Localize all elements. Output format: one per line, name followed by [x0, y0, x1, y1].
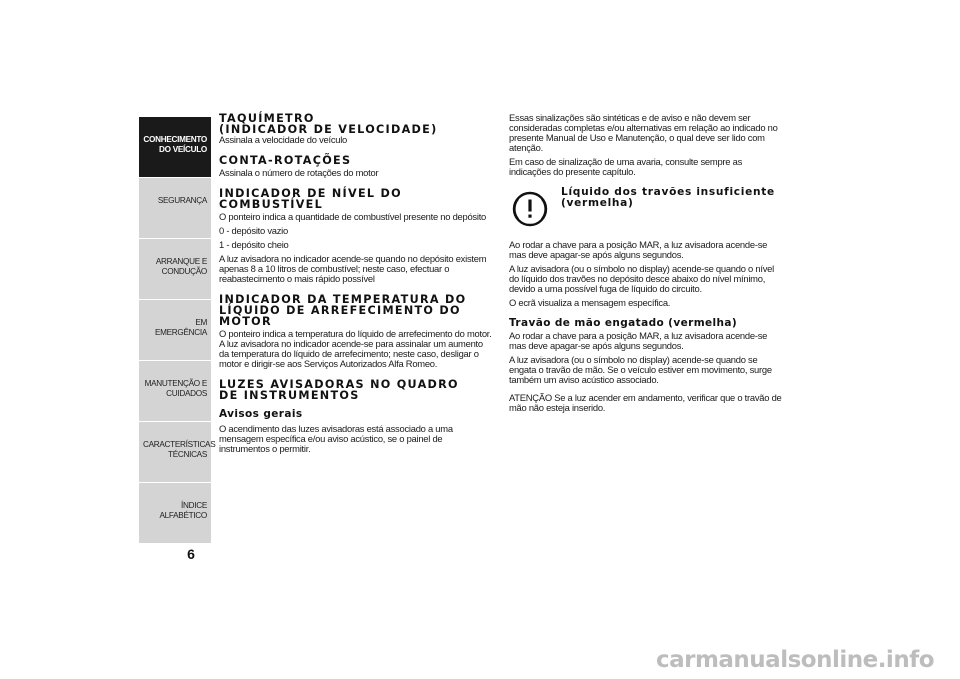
- tab-label: CONHECIMENTO DO VEÍCULO: [143, 135, 207, 154]
- fuel-full-text: 1 - depósito cheio: [219, 239, 289, 250]
- tachometer-text: Assinala a velocidade do veículo: [219, 134, 348, 145]
- brake-fluid-text-2: A luz avisadora (ou o símbolo no display) acende-se quando o nível do líquido dos travões no depósito desce abaixo do nível mínimo, devido a uma possível fuga de líquido do circuito.: [509, 263, 774, 294]
- tachometer-title-line1: TAQUÍMETRO: [219, 112, 315, 125]
- handbrake-title: Travão de mão engatado (vermelha): [509, 317, 738, 329]
- tab-label: CARACTERÍSTICAS TÉCNICAS: [143, 440, 216, 459]
- general-warnings-title: Avisos gerais: [219, 408, 303, 420]
- rev-counter-title: CONTA-ROTAÇÕES: [219, 154, 352, 167]
- tachometer-title-line2: (INDICADOR DE VELOCIDADE): [219, 123, 438, 136]
- watermark: carmanualsonline.info: [655, 647, 934, 673]
- brake-fluid-text-3: O ecrã visualiza a mensagem específica.: [509, 297, 671, 308]
- page-number: 6: [187, 546, 195, 562]
- fuel-gauge-title: INDICADOR DE NÍVEL DO COMBUSTÍVEL: [219, 187, 402, 211]
- fault-text: Em caso de sinalização de uma avaria, consulte sempre as indicações do presente capítulo.: [509, 156, 743, 177]
- tab-label: SEGURANÇA: [157, 196, 207, 205]
- tab-arranque-e-conducao[interactable]: [139, 239, 211, 300]
- warning-lights-title: [219, 379, 494, 401]
- tab-label: ÍNDICE ALFABÉTICO: [159, 501, 207, 520]
- tab-indice-alfabetico[interactable]: [139, 483, 211, 544]
- fuel-gauge-text: O ponteiro indica a quantidade de combustível presente no depósito: [219, 211, 487, 222]
- tab-seguranca[interactable]: [139, 178, 211, 239]
- coolant-temperature-text: O ponteiro indica a temperatura do líquido de arrefecimento do motor. A luz avisadora no indicador acende-se para assinalar um aumento da temperatura do líquido de arrefecimento; neste caso, desligar o motor e dirigir-se aos Serviços Autorizados Alfa Romeo.: [219, 328, 492, 369]
- coolant-title-line2: LÍQUIDO DE ARREFECIMENTO DO: [219, 304, 461, 317]
- rev-counter-text: Assinala o número de rotações do motor: [219, 167, 379, 178]
- brake-fluid-title: Líquido dos travões insuficiente (vermelha): [561, 186, 775, 209]
- tab-caracteristicas-tecnicas[interactable]: [139, 422, 216, 483]
- coolant-title-line3: MOTOR: [219, 315, 272, 328]
- left-column: [219, 113, 494, 454]
- right-column: [509, 113, 784, 413]
- tachometer-title: [219, 113, 494, 135]
- tab-em-emergencia[interactable]: [139, 300, 211, 361]
- tab-label: EM EMERGÊNCIA: [154, 318, 207, 337]
- tab-manutencao-e-cuidados[interactable]: [139, 361, 211, 422]
- intro-text: Essas sinalizações são sintéticas e de aviso e não devem ser consideradas completas e/ou alternativas em relação ao indicado no presente Manual de Uso e Manutenção, o qual deve ser lido com atenção.: [509, 112, 778, 153]
- tab-label: ARRANQUE E CONDUÇÃO: [155, 257, 207, 276]
- coolant-temperature-title: [219, 294, 494, 327]
- warning-lights-title-line1: LUZES AVISADORAS NO QUADRO: [219, 378, 459, 391]
- brake-fluid-warning: [509, 187, 784, 240]
- tab-conhecimento-do-veiculo[interactable]: [139, 117, 211, 178]
- general-warnings-text: O acendimento das luzes avisadoras está associado a uma mensagem específica e/ou aviso acústico, se o painel de instrumentos o permitir.: [219, 423, 453, 454]
- fuel-warning-text: A luz avisadora no indicador acende-se quando no depósito existem apenas 8 a 10 litros de combustível; neste caso, efectuar o reabastecimento o mais rápido possível: [219, 253, 487, 284]
- coolant-title-line1: INDICADOR DA TEMPERATURA DO: [219, 293, 467, 306]
- brake-fluid-text-1: Ao rodar a chave para a posição MAR, a luz avisadora acende-se mas deve apagar-se após alguns segundos.: [509, 239, 768, 260]
- chapter-sidebar: [139, 117, 216, 544]
- handbrake-text-2: A luz avisadora (ou o símbolo no display) acende-se quando se engata o travão de mão. Se o veículo estiver em movimento, surge também um aviso acústico associado.: [509, 354, 772, 385]
- handbrake-attention-text: ATENÇÃO Se a luz acender em andamento, verificar que o travão de mão não esteja inserido.: [509, 392, 782, 413]
- tab-label: MANUTENÇÃO E CUIDADOS: [144, 379, 207, 398]
- handbrake-text-1: Ao rodar a chave para a posição MAR, a luz avisadora acende-se mas deve apagar-se após alguns segundos.: [509, 330, 768, 351]
- brake-warning-icon: [511, 191, 549, 227]
- fuel-empty-text: 0 - depósito vazio: [219, 225, 288, 236]
- warning-lights-title-line2: DE INSTRUMENTOS: [219, 389, 360, 402]
